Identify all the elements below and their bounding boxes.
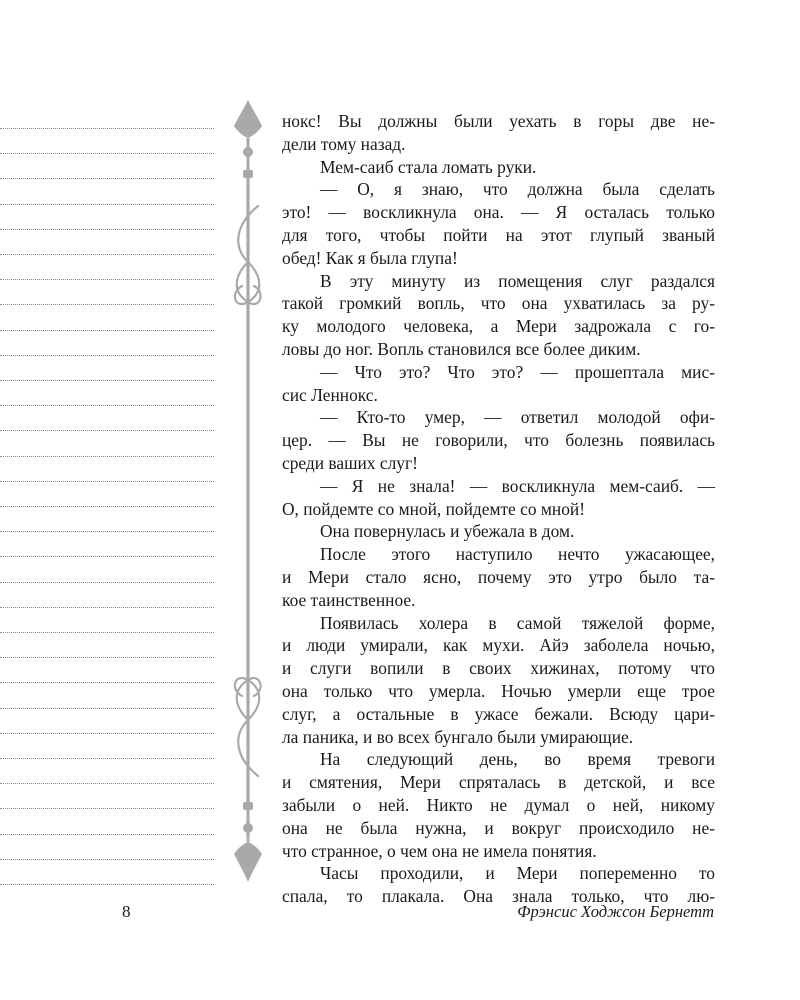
text-line: ла паника, и во всех бунгало были умирающие. [282, 726, 634, 747]
text-line: нокс! Вы должны были уехать в горы две не- [282, 111, 715, 131]
text-line: такой громкий вопль, что она ухватилась за ру- [282, 293, 715, 314]
note-line [0, 758, 214, 759]
note-line [0, 128, 214, 129]
text-line: среди ваших слуг! [282, 452, 418, 473]
note-line [0, 632, 214, 633]
note-line [0, 178, 214, 179]
note-line [0, 708, 214, 709]
notes-margin [0, 0, 214, 1000]
note-line [0, 380, 214, 381]
note-line [0, 682, 214, 683]
body-text [282, 110, 715, 908]
text-line: она не была нужна, и вокруг происходило не- [282, 817, 715, 838]
page-number: 8 [122, 902, 131, 921]
text-line: и Мери стало ясно, почему это утро было та- [282, 566, 715, 587]
text-line: — Кто-то умер, — ответил молодой офи- [320, 407, 715, 428]
note-line [0, 531, 214, 532]
text-line: это! — воскликнула она. — Я осталась только [282, 202, 715, 223]
text-line: На следующий день, во время тревоги [320, 749, 715, 770]
note-line [0, 229, 214, 230]
text-line: и люди умирали, как мухи. Айэ заболела ночью, [282, 635, 715, 656]
note-line [0, 254, 214, 255]
text-line: ку молодого человека, а Мери задрожала с го- [282, 316, 715, 337]
text-line: В эту минуту из помещения слуг раздался [320, 270, 715, 291]
text-line: Она повернулась и убежала в дом. [320, 521, 575, 542]
note-line [0, 204, 214, 205]
note-line [0, 733, 214, 734]
text-line: дели тому назад. [282, 133, 406, 154]
text-line: цер. — Вы не говорили, что болезнь появилась [282, 430, 715, 451]
note-line [0, 456, 214, 457]
text-line: слуг, а остальные в ужасе бежали. Всюду цари- [282, 703, 715, 724]
text-line: и слуги вопили в своих хижинах, потому что [282, 658, 715, 679]
note-line [0, 506, 214, 507]
text-line: сис Леннокс. [282, 384, 378, 405]
text-line: кое таинственное. [282, 589, 416, 610]
note-line [0, 607, 214, 608]
note-line [0, 304, 214, 305]
text-line: ловы до ног. Вопль становился все более диким. [282, 338, 641, 359]
text-line: спала, то плакала. Она знала только, что лю- [282, 886, 715, 907]
text-line: После этого наступило нечто ужасающее, [320, 544, 715, 565]
note-line [0, 481, 214, 482]
text-line: она только что умерла. Ночью умерли еще трое [282, 680, 715, 701]
text-line: и смятения, Мери спряталась в детской, и все [282, 772, 715, 793]
note-line [0, 153, 214, 154]
text-line: — Что это? Что это? — прошептала мис- [320, 361, 715, 382]
text-line: Мем-саиб стала ломать руки. [320, 156, 537, 177]
note-line [0, 430, 214, 431]
text-line: О, пойдемте со мной, пойдемте со мной! [282, 498, 585, 519]
note-line [0, 582, 214, 583]
note-line [0, 330, 214, 331]
note-line [0, 657, 214, 658]
note-line [0, 355, 214, 356]
note-line [0, 279, 214, 280]
running-title-author: Фрэнсис Ходжсон Бернетт [517, 902, 714, 921]
note-line [0, 859, 214, 860]
text-line: что странное, о чем она не имела понятия. [282, 840, 597, 861]
note-line [0, 405, 214, 406]
decorative-divider-ornament [218, 96, 278, 886]
text-line: для того, чтобы пойти на этот глупый званый [282, 224, 715, 245]
text-line: — Я не знала! — воскликнула мем-саиб. — [320, 475, 715, 496]
note-line [0, 884, 214, 885]
text-line: забыли о ней. Никто не думал о ней, никому [282, 794, 715, 815]
note-line [0, 556, 214, 557]
note-line [0, 834, 214, 835]
note-line [0, 783, 214, 784]
text-line: Появилась холера в самой тяжелой форме, [320, 612, 715, 633]
text-line: — О, я знаю, что должна была сделать [320, 179, 715, 200]
text-line: обед! Как я была глупа! [282, 247, 458, 268]
text-line: Часы проходили, и Мери попеременно то [320, 863, 715, 884]
note-line [0, 808, 214, 809]
